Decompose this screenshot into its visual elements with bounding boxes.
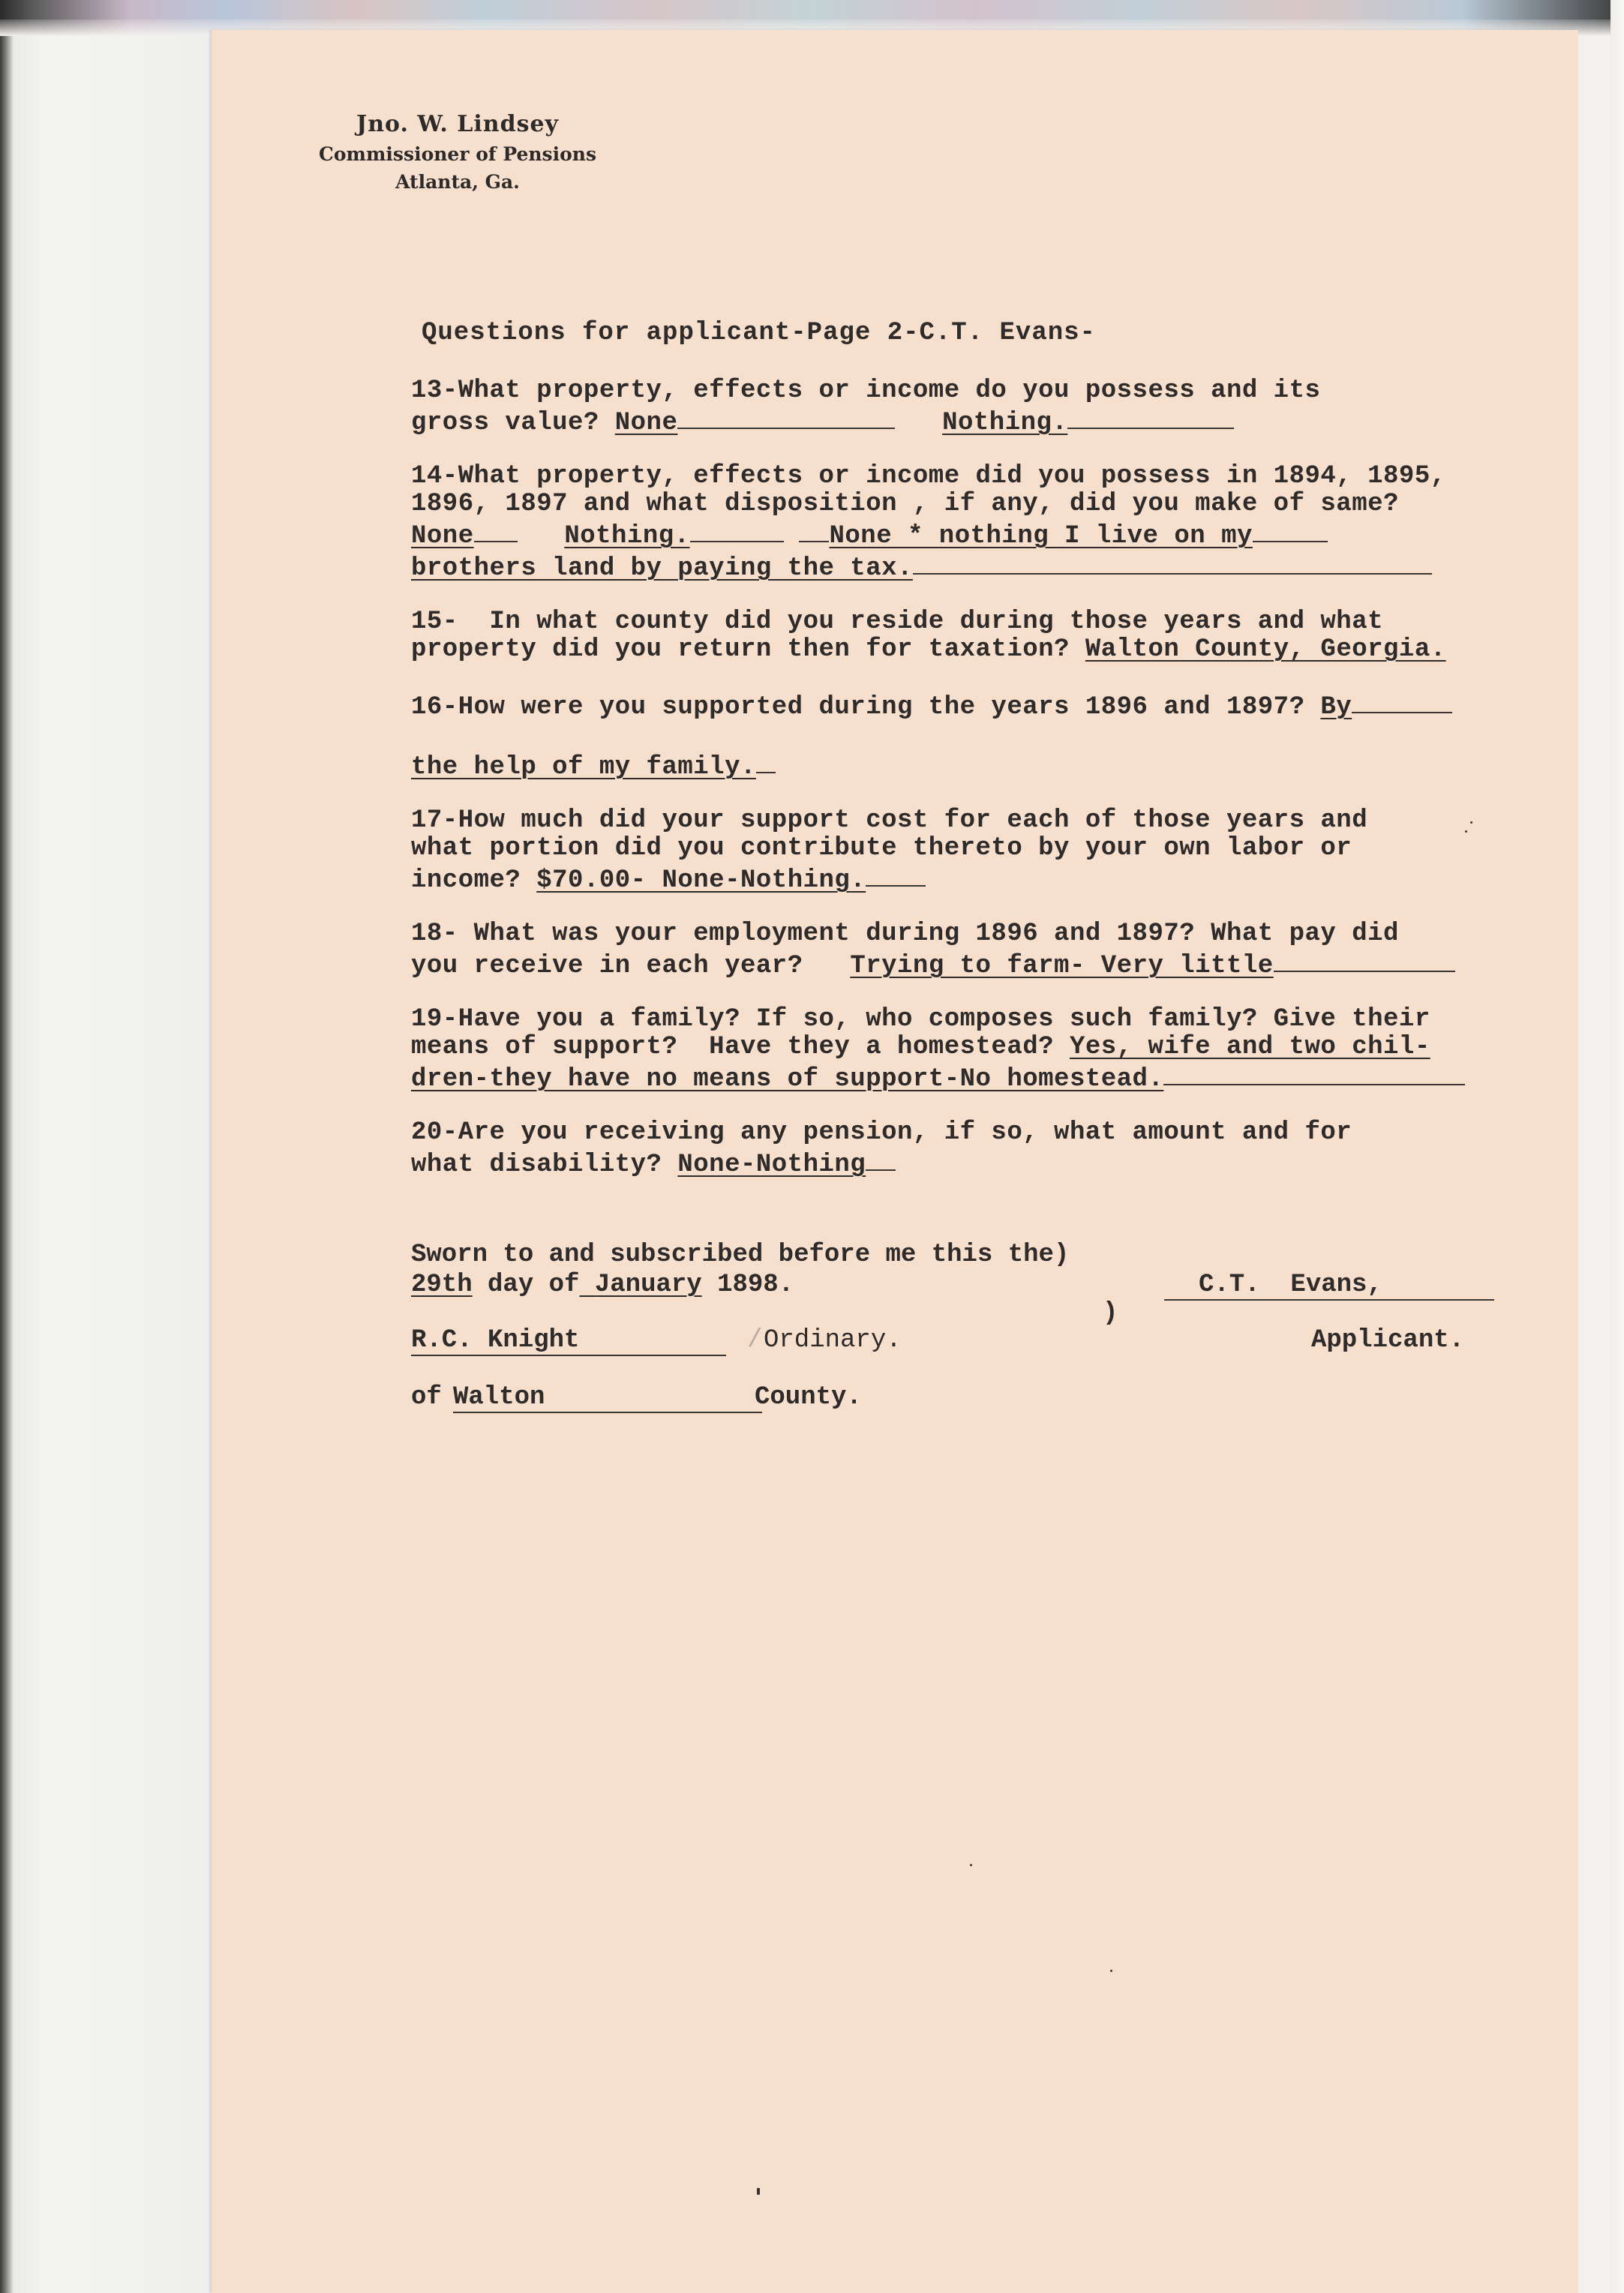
- q16-fill-b: [756, 749, 776, 773]
- q17-text-line1: 17-How much did your support cost for each of those years and: [411, 806, 1368, 835]
- q14-fill-c-lead: [799, 518, 829, 542]
- q19-text-line1: 19-Have you a family? If so, who composes such family? Give their: [411, 1005, 1430, 1034]
- q19-answer-a: Yes, wife and two chil-: [1069, 1033, 1430, 1061]
- question-20: [411, 1119, 1514, 1179]
- page-heading: Questions for applicant-Page 2-C.T. Evans-: [422, 319, 1096, 347]
- q13-answer-b: Nothing.: [942, 409, 1068, 437]
- q14-fill-c: [1253, 518, 1328, 542]
- q14-answer-c: None * nothing I live on my: [829, 522, 1253, 551]
- q13-fill-line: [677, 405, 895, 429]
- question-14: [411, 463, 1514, 583]
- q15-text-line2: property did you return then for taxation?: [411, 635, 1070, 664]
- oath-day-of: day of: [488, 1271, 580, 1299]
- letterhead-name: Jno. W. Lindsey: [356, 111, 559, 137]
- q20-answer: None-Nothing: [677, 1151, 866, 1179]
- q17-text-line3: income?: [411, 866, 521, 895]
- q13-answer-a: None: [614, 409, 678, 437]
- q19-answer-b: dren-they have no means of support-No homestead.: [411, 1065, 1164, 1094]
- q15-text-line1: 15- In what county did you reside during those years and what: [411, 608, 1384, 636]
- q16-answer-b: the help of my family.: [411, 753, 756, 782]
- q15-answer: Walton County, Georgia.: [1085, 635, 1446, 664]
- q20-fill: [866, 1147, 896, 1171]
- letterhead-city: Atlanta, Ga.: [395, 171, 520, 193]
- q14-answer-d: brothers land by paying the tax.: [411, 554, 913, 583]
- applicant-signature: C.T. Evans,: [1164, 1271, 1494, 1301]
- q14-answer-a: None: [411, 522, 474, 551]
- oath-month: [579, 1271, 701, 1299]
- q20-text-line1: 20-Are you receiving any pension, if so, what amount and for: [411, 1118, 1352, 1147]
- q13-text-line2: gross value?: [411, 409, 599, 437]
- ordinary-signature: R.C. Knight: [411, 1327, 726, 1356]
- q14-fill-d: [913, 551, 1432, 575]
- letterhead-title: Commissioner of Pensions: [318, 143, 597, 165]
- question-15: [411, 608, 1514, 664]
- q14-text-line1: 14-What property, effects or income did you possess in 1894, 1895,: [411, 462, 1446, 491]
- question-18: [411, 920, 1514, 980]
- scan-left-margin: [0, 0, 218, 2293]
- county-row: [411, 1384, 1514, 1414]
- question-17: [411, 807, 1514, 895]
- paper-speck: [1110, 1970, 1112, 1972]
- q14-fill-b: [690, 518, 784, 542]
- q20-text-line2: what disability?: [411, 1151, 662, 1179]
- oath-year: 1898.: [717, 1271, 794, 1299]
- county-name: Walton: [453, 1384, 762, 1413]
- paper-speck: [1470, 821, 1472, 824]
- questionnaire: [411, 320, 1514, 1205]
- q19-fill: [1163, 1061, 1465, 1085]
- ordinary-label: Ordinary.: [764, 1326, 902, 1355]
- ordinary-row: [411, 1327, 1514, 1357]
- q14-fill-a: [474, 518, 518, 542]
- q17-answer: $70.00- None-Nothing.: [536, 866, 866, 895]
- paper-speck: [757, 2188, 760, 2195]
- question-16: [411, 689, 1514, 782]
- oath-day: 29th: [411, 1271, 473, 1299]
- q18-answer: Trying to farm- Very little: [850, 952, 1274, 980]
- q14-answer-b: Nothing.: [564, 522, 690, 551]
- ordinary-mark: /: [747, 1326, 763, 1355]
- q16-fill-a: [1352, 689, 1452, 713]
- question-13: [411, 377, 1514, 437]
- applicant-label: Applicant.: [1311, 1326, 1465, 1355]
- scan-right-edge: [1610, 0, 1624, 2293]
- question-19: [411, 1006, 1514, 1094]
- q19-text-line2: means of support? Have they a homestead?: [411, 1033, 1055, 1061]
- q18-fill: [1274, 948, 1455, 972]
- q13-fill-line-end: [1067, 405, 1234, 429]
- q18-text-line1: 18- What was your employment during 1896 and 1897? What pay did: [411, 920, 1399, 948]
- oath-line-1: Sworn to and subscribed before me this the): [411, 1241, 1070, 1269]
- q17-text-line2: what portion did you contribute thereto by your own labor or: [411, 834, 1352, 863]
- q16-text-line1: 16-How were you supported during the years 1896 and 1897?: [411, 693, 1305, 722]
- q17-fill: [866, 863, 926, 887]
- oath-month-text: January: [594, 1271, 702, 1299]
- oath-section: [411, 1241, 1514, 1414]
- county-of-label: of: [411, 1383, 442, 1412]
- letterhead: [285, 111, 630, 193]
- paper-speck: [970, 1864, 972, 1866]
- q13-text-line1: 13-What property, effects or income do you possess and its: [411, 377, 1321, 405]
- county-label: County.: [755, 1383, 862, 1412]
- q16-answer-a: By: [1320, 693, 1352, 722]
- q14-text-line2: 1896, 1897 and what disposition , if any, did you make of same?: [411, 490, 1399, 518]
- paper-speck: [1465, 830, 1467, 833]
- oath-paren: ): [1103, 1299, 1118, 1328]
- q18-text-line2: you receive in each year?: [411, 952, 803, 980]
- oath-line-2: [411, 1271, 1514, 1328]
